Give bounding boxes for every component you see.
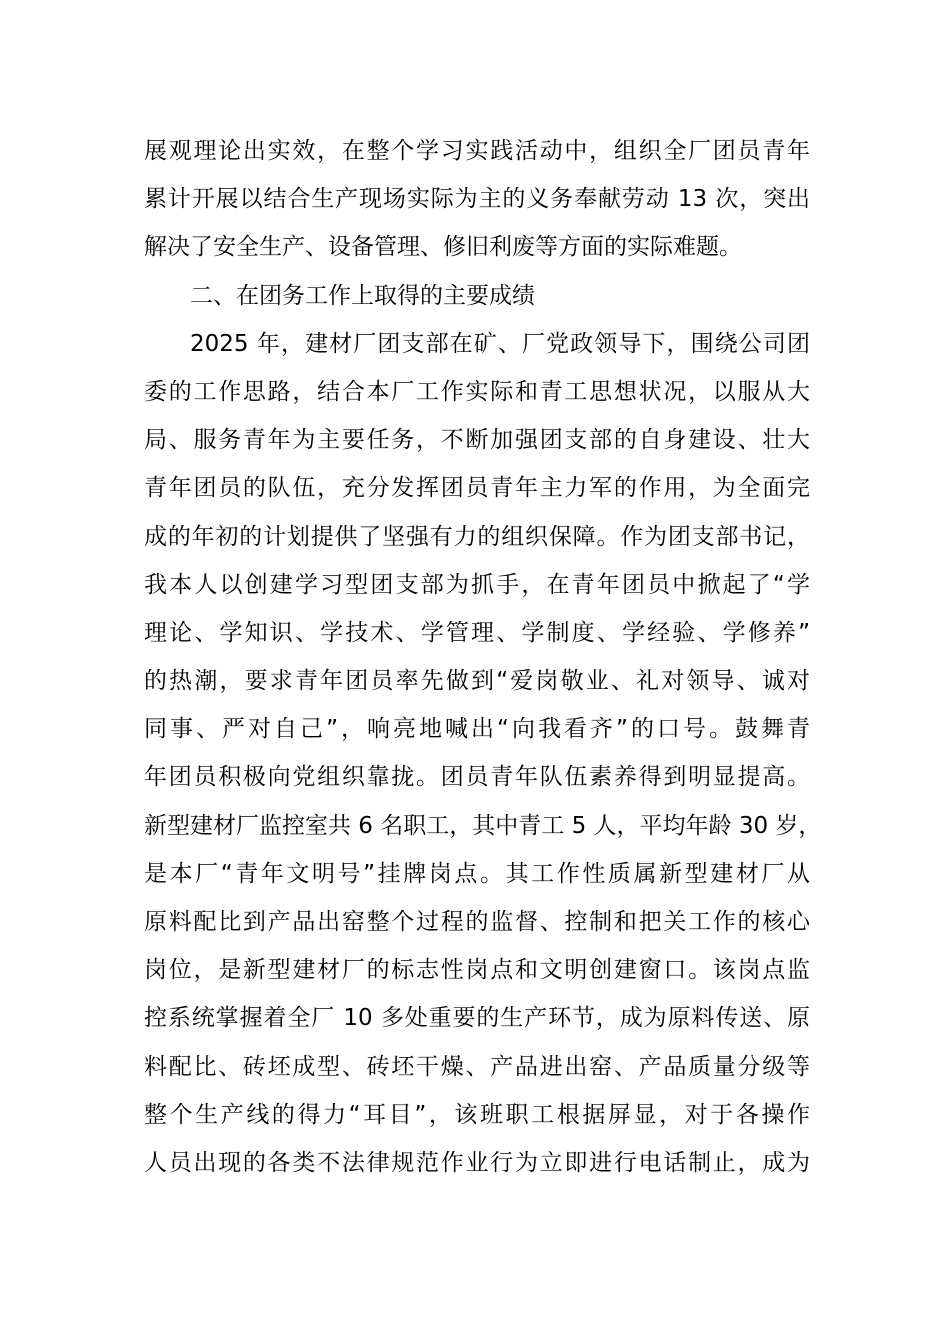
text-line: 控系统掌握着全厂 10 多处重要的生产环节，成为原料传送、原 xyxy=(144,1005,810,1032)
text-line: 的热潮，要求青年团员率先做到“爱岗敬业、礼对领导、诚对 xyxy=(144,668,810,695)
text-line: 整个生产线的得力“耳目”，该班职工根据屏显，对于各操作 xyxy=(144,1101,810,1128)
text-line: 岗位，是新型建材厂的标志性岗点和文明创建窗口。该岗点监 xyxy=(144,957,810,984)
text-line: 同事、严对自己”，响亮地喊出“向我看齐”的口号。鼓舞青 xyxy=(144,716,810,743)
text-line: 成的年初的计划提供了坚强有力的组织保障。作为团支部书记， xyxy=(144,523,810,550)
text-line: 是本厂“青年文明号”挂牌岗点。其工作性质属新型建材厂从 xyxy=(144,860,810,887)
text-line: 青年团员的队伍，充分发挥团员青年主力军的作用，为全面完 xyxy=(144,475,810,502)
text-line: 原料配比到产品出窑整个过程的监督、控制和把关工作的核心 xyxy=(144,909,810,935)
text-line: 年团员积极向党组织靠拢。团员青年队伍素养得到明显提高。 xyxy=(144,764,810,791)
text-line: 解决了安全生产、设备管理、修旧利废等方面的实际难题。 xyxy=(144,234,742,261)
text-line: 理论、学知识、学技术、学管理、学制度、学经验、学修养” xyxy=(144,619,810,646)
text-line: 人员出现的各类不法律规范作业行为立即进行电话制止，成为 xyxy=(144,1149,810,1176)
text-line: 新型建材厂监控室共 6 名职工，其中青工 5 人，平均年龄 30 岁， xyxy=(144,812,822,839)
body-text xyxy=(144,127,822,1187)
section-heading: 二、在团务工作上取得的主要成绩 xyxy=(190,282,535,309)
text-line: 料配比、砖坯成型、砖坯干燥、产品进出窑、产品质量分级等 xyxy=(144,1053,810,1080)
text-line: 委的工作思路，结合本厂工作实际和青工思想状况，以服从大 xyxy=(144,378,810,405)
text-line: 累计开展以结合生产现场实际为主的义务奉献劳动 13 次，突出 xyxy=(144,186,810,213)
text-line: 2025 年，建材厂团支部在矿、厂党政领导下，围绕公司团 xyxy=(190,330,810,357)
text-line: 展观理论出实效，在整个学习实践活动中，组织全厂团员青年 xyxy=(144,138,810,164)
text-line: 局、服务青年为主要任务，不断加强团支部的自身建设、壮大 xyxy=(144,427,810,454)
text-line: 我本人以创建学习型团支部为抓手，在青年团员中掀起了“学 xyxy=(144,571,810,598)
